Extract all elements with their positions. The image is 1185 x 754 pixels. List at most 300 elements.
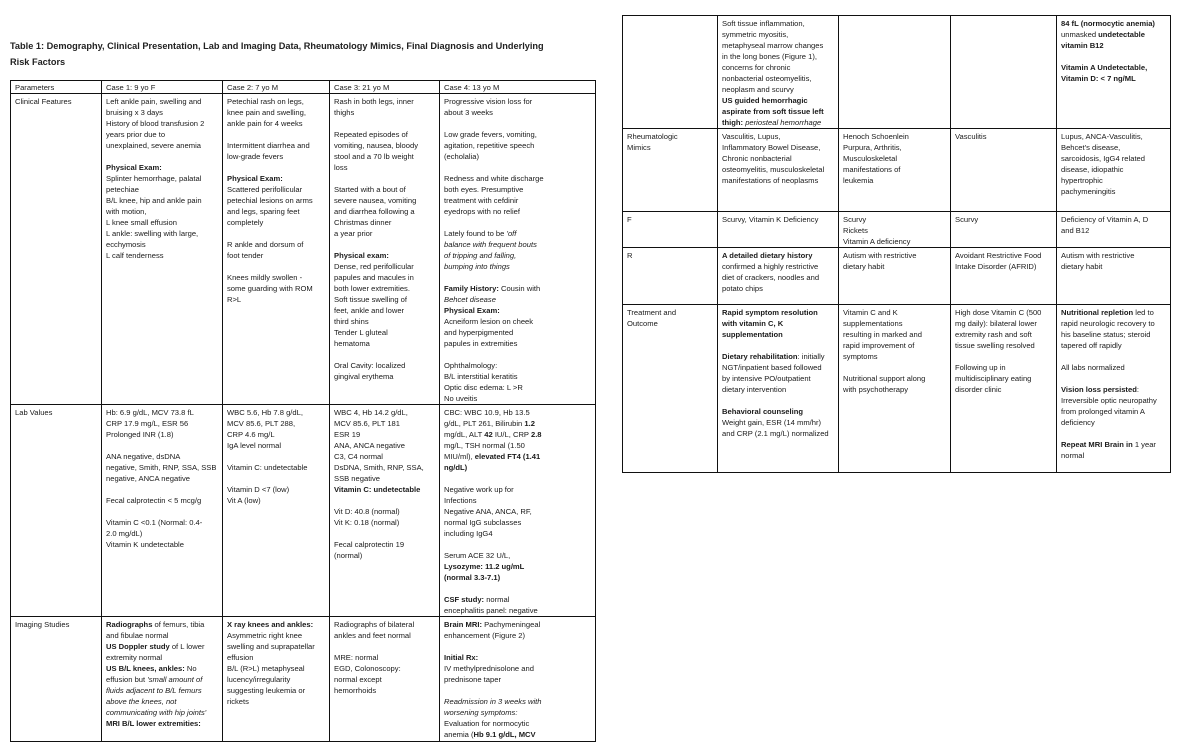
table-cell [839,129,951,212]
cell-line: and fibulae normal [106,631,169,640]
italic-text: 'small amount of [147,675,203,684]
cell-line [444,561,592,572]
cell-line: dietary intervention [722,385,787,394]
cell-line: Knees mildly swollen - [227,273,303,282]
cell-line: Tender L gluteal [334,328,388,337]
cell-line [444,418,592,429]
cell-line: 2.0 mg/dL) [106,529,143,538]
cell-line: Scurvy [955,215,979,224]
cell-line: negative, ANCA negative [106,474,191,483]
cell-line: concerns for chronic [722,63,791,72]
cell-line [1061,73,1167,84]
cell-line: IV methylprednisolone and [444,664,534,673]
cell-line [227,162,326,173]
bold-text: Radiographs [106,620,153,629]
cell-line [444,349,592,360]
cell-line: WBC 5.6, Hb 7.8 g/dL, [227,408,303,417]
row-label: Clinical Features [11,94,102,405]
cell-line [106,707,219,718]
cell-line: his baseline status; steroid [1061,330,1151,339]
cell-line: manifestations of neoplasms [722,176,819,185]
cell-line [444,272,592,283]
table-cell [330,94,440,405]
cell-line: Started with a bout of [334,185,406,194]
table-cell [718,129,839,212]
bold-text: Physical Exam: [227,174,283,183]
cell-line: feet, ankle and lower [334,306,405,315]
cell-line: lucency/irregularity [227,675,291,684]
cell-line [1061,29,1167,40]
cell-line: petechiae [106,185,139,194]
row-label [623,248,718,305]
cell-line: third shins [334,317,369,326]
table-cell [330,617,440,742]
table-cell [839,16,951,129]
bold-text: 42 [484,430,493,439]
cell-line [1061,40,1167,51]
cell-line: extremity normal [106,653,163,662]
cell-line: Chronic nonbacterial [722,154,792,163]
cell-line: hypertrophic [1061,176,1103,185]
header-cell: Case 1: 9 yo F [102,81,223,94]
cell-line: with psychotherapy [843,385,909,394]
cell-line [334,173,436,184]
cell-line: Treatment and [627,308,677,317]
italic-text: worsening symptoms: [444,708,518,717]
caption-line: Risk Factors [10,57,66,67]
cell-line: Oral Cavity: localized [334,361,406,370]
cell-line: metaphyseal marrow changes [722,41,824,50]
cell-line [722,340,835,351]
cell-line: Splinter hemorrhage, palatal [106,174,202,183]
table-row [11,617,596,742]
cell-line: (normal) [334,551,363,560]
italic-text: Readmission in 3 weeks with [444,697,542,706]
bold-text: MRI B/L lower extremities: [106,719,201,728]
cell-line: C3, C4 normal [334,452,383,461]
cell-line: Optic disc edema: L >R [444,383,523,392]
cell-line: ANA negative, dsDNA [106,452,181,461]
table-cell [718,16,839,129]
cell-line: symptoms [843,352,878,361]
table-cell [1057,248,1171,305]
cell-line: Ophthalmology: [444,361,498,370]
cell-line: stool and a 70 lb weight [334,152,414,161]
cell-line [1061,51,1167,62]
cell-line: dietary habit [843,262,885,271]
cell-line: diet of crackers, noodles and [722,273,820,282]
text: of L lower [169,642,205,651]
cell-line [444,641,592,652]
table-cell [440,405,596,617]
cell-line: CRP 17.9 mg/L, ESR 56 [106,419,189,428]
cell-line: Mimics [627,143,651,152]
cell-line [444,583,592,594]
cell-line [1061,351,1167,362]
table-cell [330,405,440,617]
header-cell: Case 4: 13 yo M [440,81,596,94]
table-row [11,405,596,617]
cell-line: dietary habit [1061,262,1103,271]
cell-line: History of blood transfusion 2 [106,119,205,128]
bold-text: 1.2 [524,419,535,428]
header-cell: Case 3: 21 yo M [330,81,440,94]
table-row [623,248,1171,305]
cell-line: thighs [334,108,355,117]
bold-text: CSF study: [444,595,485,604]
cell-line: swelling and suprapatellar [227,642,315,651]
cell-line [722,406,835,417]
table-row [623,212,1171,248]
cell-line: confirmed a highly restrictive [722,262,819,271]
cell-line: R ankle and dorsum of [227,240,304,249]
cell-line: Vasculitis [955,132,987,141]
cell-line: suggesting leukemia or [227,686,306,695]
table-cell [839,248,951,305]
cell-line: Radiographs of bilateral [334,620,415,629]
cell-line: rapid improvement of [843,341,915,350]
cell-line: Scattered perifollicular [227,185,303,194]
row-label [623,212,718,248]
bold-text: Brain MRI: [444,620,482,629]
cell-line: MCV 85.6, PLT 288, [227,419,296,428]
table-cell [951,248,1057,305]
header-cell: Parameters [11,81,102,94]
italic-text: communicating with hip joints' [106,708,207,717]
cell-line: and hyperpigmented [444,328,514,337]
cell-line: Weight gain, ESR (14 mm/hr) [722,418,822,427]
row-label [623,129,718,212]
cell-line [106,506,219,517]
cell-line [1061,373,1167,384]
cell-line [722,318,835,329]
italic-text: of tripping and falling, [444,251,517,260]
cell-line: R>L [227,295,242,304]
cell-line: Vitamin C <0.1 (Normal: 0.4- [106,518,203,527]
cell-line: in the long bones (Figure 1), [722,52,817,61]
cell-line: B/L knee, hip and ankle pain [106,196,202,205]
cell-line: CRP 4.6 mg/L [227,430,275,439]
cell-line: L ankle: swelling with large, [106,229,199,238]
cell-line: disorder clinic [955,385,1002,394]
cell-line [227,619,326,630]
cell-line [722,329,835,340]
cell-line: Asymmetric right knee [227,631,303,640]
text: Pachymeningeal [481,620,541,629]
bold-text: Vision loss persisted [1061,385,1137,394]
cell-line: and B12 [1061,226,1090,235]
row-label [623,305,718,473]
cell-line [444,652,592,663]
bold-text: US B/L knees, ankles: [106,664,185,673]
cell-line: vomiting, nausea, bloody [334,141,419,150]
italic-text: periosteal hemorrhage [743,118,822,127]
table-cell [1057,16,1171,129]
bold-text: Initial Rx: [444,653,479,662]
cell-line: (echolalia) [444,152,480,161]
cell-line [843,362,947,373]
cell-line: Negative ANA, ANCA, RF, [444,507,532,516]
cell-line: L calf tenderness [106,251,164,260]
cell-line [106,162,219,173]
cell-line [722,250,835,261]
cell-line [106,151,219,162]
cell-line [444,261,592,272]
cell-line: and CRP (2.1 mg/L) normalized [722,429,829,438]
cell-line: Intermittent diarrhea and [227,141,310,150]
bold-text: undetectable [1098,30,1145,39]
cell-line [722,307,835,318]
cell-line: Vitamin C: undetectable [227,463,308,472]
cell-line: symmetric myositis, [722,30,789,39]
bold-text: 84 fL (normocytic anemia) [1061,19,1155,28]
cell-line: B/L (R>L) metaphyseal [227,664,305,673]
cell-line: tissue swelling resolved [955,341,1035,350]
cell-line [1061,384,1167,395]
cell-line: Vit K: 0.18 (normal) [334,518,400,527]
cell-line [106,641,219,652]
cell-line [444,162,592,173]
cell-line: Vit D: 40.8 (normal) [334,507,400,516]
cell-line: a year prior [334,229,373,238]
cell-line: with motion, [106,207,147,216]
cell-line: osteomyelitis, musculoskeletal [722,165,825,174]
cell-line: low-grade fevers [227,152,284,161]
cell-line [334,528,436,539]
cell-line: unexplained, severe anemia [106,141,201,150]
cell-line [227,473,326,484]
cell-line [1061,439,1167,450]
text: Cousin with [498,284,541,293]
table-cell [951,305,1057,473]
cell-line [227,129,326,140]
cell-line: Fecal calprotectin 19 [334,540,405,549]
cell-line [227,228,326,239]
cell-line: Soft tissue swelling of [334,295,408,304]
cell-line: years prior due to [106,130,166,139]
cell-line [722,106,835,117]
cell-line: Petechial rash on legs, [227,97,304,106]
cell-line: Vitamin A deficiency [843,237,911,246]
bold-text: thigh: [722,118,744,127]
text: MIU/ml), [444,452,475,461]
cell-line: Intake Disorder (AFRID) [955,262,1037,271]
cell-line [444,462,592,473]
cell-line [227,451,326,462]
bold-text: Lysozyme: 11.2 ug/mL [444,562,525,571]
text: of femurs, tibia [152,620,205,629]
text: No [184,664,197,673]
cell-line: tapered off rapidly [1061,341,1122,350]
cell-line: and diarrhea following a [334,207,415,216]
cell-line: Soft tissue inflammation, [722,19,805,28]
table-cell [839,212,951,248]
cell-line: Avoidant Restrictive Food [955,251,1042,260]
cell-line [106,440,219,451]
cell-line [722,395,835,406]
table-cell [1057,212,1171,248]
clinical-table-part-1 [10,80,596,742]
clinical-table-part-2 [622,15,1171,473]
cell-line: MCV 85.6, PLT 181 [334,419,400,428]
cell-line: supplementations [843,319,903,328]
cell-line: Christmas dinner [334,218,392,227]
cell-line: severe nausea, vomiting [334,196,417,205]
cell-line [106,696,219,707]
table-cell [718,212,839,248]
table-cell [839,305,951,473]
cell-line [722,95,835,106]
cell-line [444,594,592,605]
cell-line: Inflammatory Bowel Disease, [722,143,821,152]
text: led to [1133,308,1154,317]
cell-line: some guarding with ROM [227,284,313,293]
cell-line [627,18,714,29]
cell-line: Repeated episodes of [334,130,408,139]
cell-line: Dense, red perifollicular [334,262,414,271]
cell-line: Left ankle pain, swelling and [106,97,202,106]
cell-line: Rheumatologic [627,132,678,141]
bold-text: vitamin B12 [1061,41,1104,50]
header-cell: Case 2: 7 yo M [223,81,330,94]
table-cell [102,94,223,405]
bold-text: Physical Exam: [444,306,500,315]
cell-line: papules in extremities [444,339,518,348]
cell-line [444,228,592,239]
table-row [623,16,1171,129]
cell-line: L knee small effusion [106,218,177,227]
text: normal [484,595,510,604]
cell-line: Behcet's disease, [1061,143,1121,152]
cell-line: pachymeningitis [1061,187,1116,196]
italic-text: Behcet disease [444,295,496,304]
cell-line: mg daily): bilateral lower [955,319,1037,328]
cell-line [444,707,592,718]
italic-text: balance with frequent bouts [444,240,537,249]
cell-line: sarcoidosis, IgG4 related [1061,154,1145,163]
cell-line [334,641,436,652]
bold-text: Vitamin D: < 7 ng/ML [1061,74,1136,83]
table-cell [718,248,839,305]
cell-line: WBC 4, Hb 14.2 g/dL, [334,408,408,417]
table-cell [102,405,223,617]
cell-line: ankle pain for 4 weeks [227,119,303,128]
cell-line: nonbacterial osteomyelitis, [722,74,812,83]
cell-line: completely [227,218,264,227]
cell-line [444,294,592,305]
cell-line: Purpura, Arthritis, [843,143,902,152]
cell-line: loss [334,163,348,172]
italic-text: 'off [506,229,517,238]
cell-line: Vit A (low) [227,496,261,505]
cell-line: Irreversible optic neuropathy [1061,396,1157,405]
bold-text: aspirate from soft tissue left [722,107,824,116]
cell-line: NGT/inpatient based followed [722,363,822,372]
row-label: Imaging Studies [11,617,102,742]
cell-line [106,718,219,729]
cell-line: IgA level normal [227,441,282,450]
cell-line [334,484,436,495]
bold-text: Behavioral counseling [722,407,804,416]
text: IU/L, CRP [492,430,531,439]
cell-line: and legs, sparing feet [227,207,300,216]
text: Lately found to be [444,229,507,238]
table-row [623,129,1171,212]
cell-line: including IgG4 [444,529,493,538]
cell-line: Henoch Schoenlein [843,132,909,141]
cell-line: about 3 weeks [444,108,493,117]
bold-text: US Doppler study [106,642,170,651]
bold-text: 2.8 [530,430,542,439]
cell-line: EGD, Colonoscopy: [334,664,401,673]
cell-line [106,484,219,495]
text: : [1136,385,1139,394]
cell-line: potato chips [722,284,763,293]
table-row [11,94,596,405]
cell-line [444,729,592,740]
cell-line: papules and macules in [334,273,414,282]
italic-text: fluids adjacent to B/L femurs [106,686,202,695]
cell-line [334,118,436,129]
cell-line: Musculoskeletal [843,154,898,163]
cell-line: Redness and white discharge [444,174,544,183]
bold-text: Physical Exam: [106,163,162,172]
cell-line [444,696,592,707]
cell-line: Scurvy [843,215,867,224]
cell-line [444,118,592,129]
table-cell [718,305,839,473]
cell-line: Vitamin C and K [843,308,898,317]
bold-text: Physical exam: [334,251,389,260]
table-cell [951,16,1057,129]
bold-text: elevated FT4 (1.41 [474,452,541,461]
italic-text: bumping into things [444,262,510,271]
cell-line: rickets [227,697,249,706]
cell-line: knee pain and swelling, [227,108,306,117]
cell-line [1061,18,1167,29]
cell-line: negative, Smith, RNP, SSA, SSB [106,463,217,472]
italic-text: above the knees, not [106,697,177,706]
cell-line [1061,307,1167,318]
row-label [623,16,718,129]
cell-line [106,674,219,685]
cell-line: ecchymosis [106,240,146,249]
bold-text: Vitamin C: undetectable [334,485,421,494]
cell-line: multidisciplinary eating [955,374,1032,383]
cell-line [444,451,592,462]
cell-line: SSB negative [334,474,381,483]
cell-line: DsDNA, Smith, RNP, SSA, [334,463,424,472]
cell-line: hematoma [334,339,370,348]
table-caption [10,38,600,70]
cell-line [444,685,592,696]
cell-line [444,250,592,261]
cell-line: CBC: WBC 10.9, Hb 13.5 [444,408,530,417]
cell-line: from prolonged vitamin A [1061,407,1145,416]
cell-line: prednisone taper [444,675,501,684]
table-row [623,305,1171,473]
bold-text: supplementation [722,330,783,339]
cell-line: Autism with restrictive [1061,251,1135,260]
bold-text: Dietary rehabilitation [722,352,798,361]
cell-line: encephalitis panel: negative [444,606,538,615]
cell-line: Outcome [627,319,658,328]
cell-line: leukemia [843,176,874,185]
cell-line: Rash in both legs, inner [334,97,414,106]
bold-text: Repeat MRI Brain in [1061,440,1133,449]
bold-text: (normal 3.3-7.1) [444,573,501,582]
cell-line: bruising x 3 days [106,108,163,117]
